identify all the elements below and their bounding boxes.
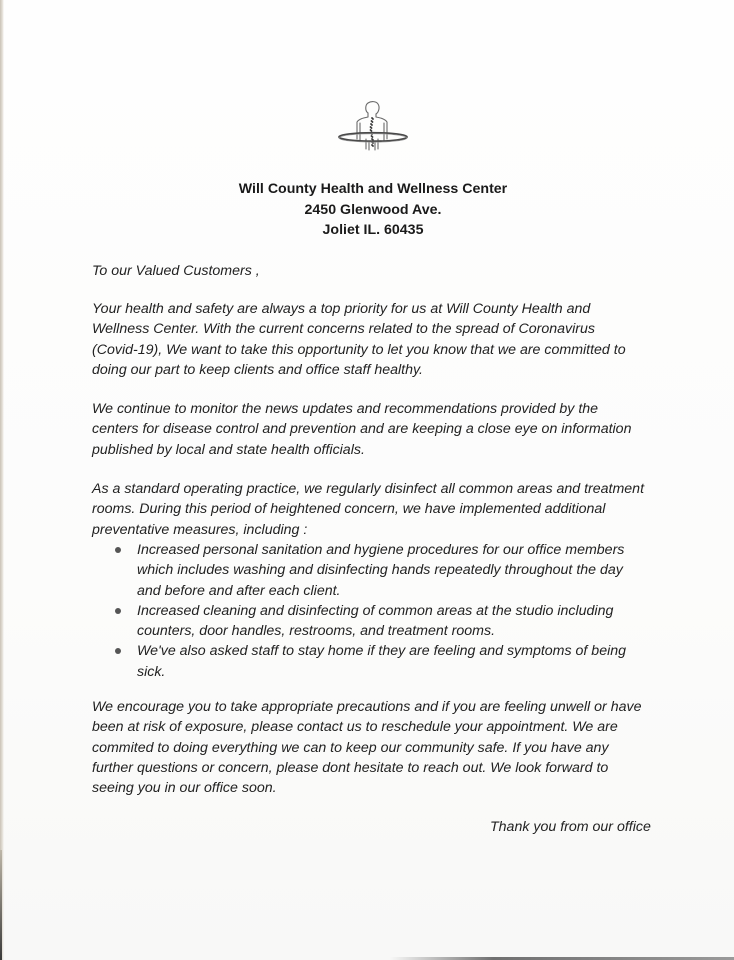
bullet-icon — [115, 648, 121, 654]
paragraph-line: been at risk of exposure, please contact us to reschedule your appointment. We are — [92, 719, 618, 736]
paragraph-line: further questions or concern, please dont hesitate to reach out. We look forward to — [92, 759, 609, 776]
address-city: Joliet IL. 60435 — [322, 222, 424, 238]
list-item-line: which includes washing and disinfecting hands repeatedly throughout the day — [137, 562, 623, 579]
paragraph-line: (Covid-19), We want to take this opportunity to let you know that we are committed to — [92, 341, 626, 358]
paragraph-line: published by local and state health officials. — [92, 441, 365, 458]
list-item-line: and before and after each client. — [137, 582, 341, 599]
paragraph-line: Your health and safety are always a top priority for us at Will County Health and — [92, 301, 591, 317]
scan-left-edge-shadow — [0, 850, 2, 960]
paragraph-health-safety — [92, 299, 672, 380]
list-item — [92, 601, 672, 642]
paragraph-monitoring — [92, 399, 672, 460]
list-item-line: We've also asked staff to stay home if they are feeling and symptoms of being — [137, 643, 627, 660]
list-item — [92, 540, 672, 601]
paragraph-line: doing our part to keep clients and office staff healthy. — [92, 361, 423, 378]
letterhead — [0, 179, 734, 241]
paragraph-line: centers for disease control and prevention and are keeping a close eye on information — [92, 421, 632, 438]
list-item — [92, 641, 672, 682]
salutation: To our Valued Customers , — [92, 263, 260, 279]
list-item-line: Increased cleaning and disinfecting of common areas at the studio including — [137, 602, 614, 619]
scan-left-edge — [0, 0, 4, 960]
organization-name: Will County Health and Wellness Center — [238, 181, 508, 197]
paragraph-disinfecting — [92, 479, 672, 540]
paragraph-line: Wellness Center. With the current concerns related to the spread of Coronavirus — [92, 321, 595, 338]
address-street: 2450 Glenwood Ave. — [304, 201, 442, 218]
paragraph-line: As a standard operating practice, we regularly disinfect all common areas and treatment — [92, 481, 645, 497]
paragraph-precautions — [92, 697, 672, 798]
paragraph-line: commited to doing everything we can to keep our community safe. If you have any — [92, 739, 609, 756]
list-item-line: sick. — [137, 663, 166, 680]
list-item-line: counters, door handles, restrooms, and treatment rooms. — [137, 623, 496, 640]
paragraph-line: rooms. During this period of heightened concern, we have implemented additional — [92, 501, 606, 518]
paragraph-line: We encourage you to take appropriate precautions and if you are feeling unwell or have — [92, 699, 642, 715]
paragraph-line: preventative measures, including : — [92, 521, 308, 538]
preventative-measures-list — [92, 540, 672, 682]
bullet-icon — [115, 608, 121, 614]
paragraph-line: We continue to monitor the news updates and recommendations provided by the — [92, 401, 599, 417]
list-item-line: Increased personal sanitation and hygiene procedures for our office members — [137, 542, 625, 558]
paragraph-line: seeing you in our office soon. — [92, 780, 277, 797]
bullet-icon — [115, 547, 121, 553]
spine-figure-icon — [335, 99, 411, 153]
closing-signature: Thank you from our office — [490, 819, 651, 835]
